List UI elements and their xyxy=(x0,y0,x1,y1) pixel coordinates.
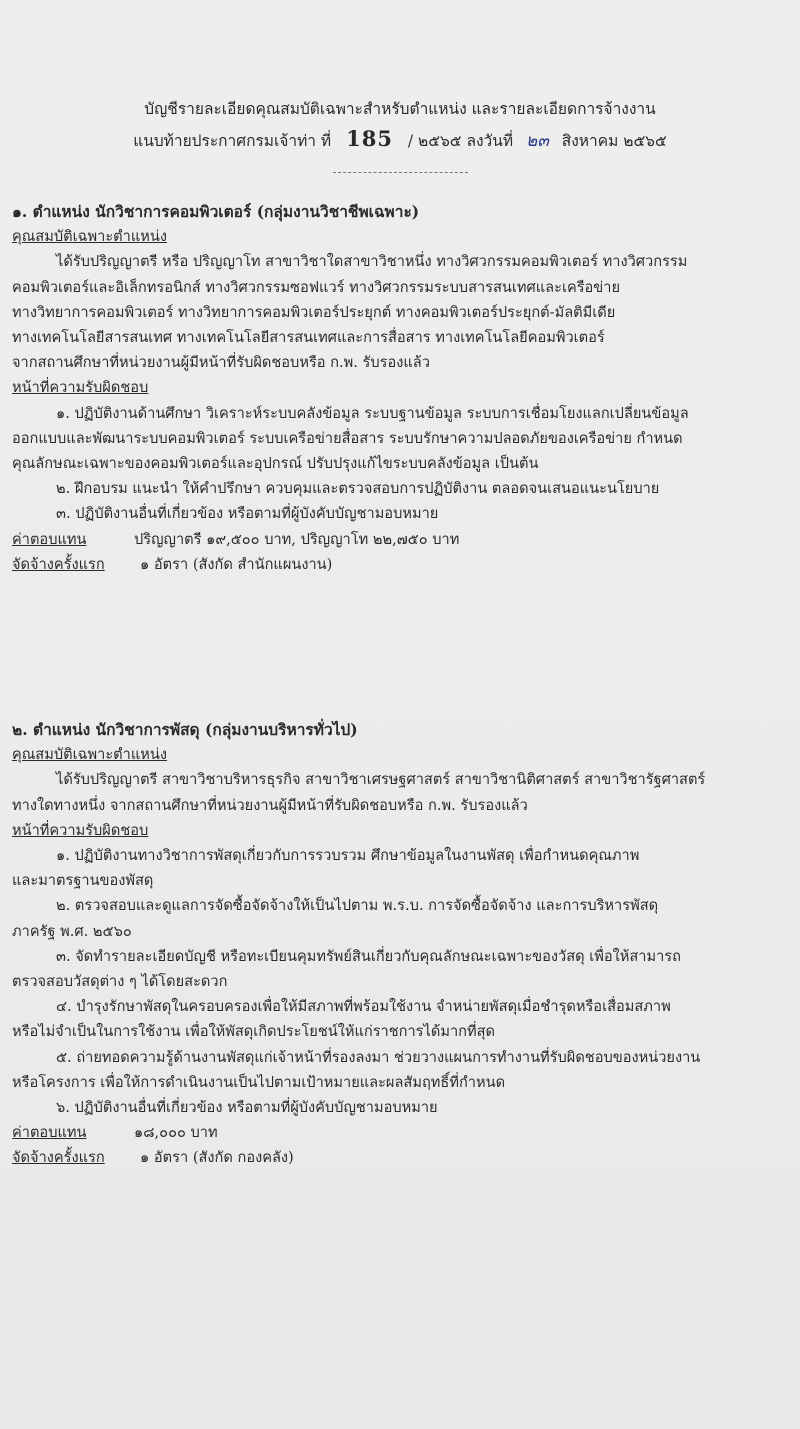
pay-label: ค่าตอบแทน xyxy=(12,530,87,548)
section-title: ๒. ตำแหน่ง นักวิชาการพัสดุ (กลุ่มงานบริหารทั่วไป) xyxy=(12,720,358,739)
qualification-text xyxy=(12,767,792,792)
duty-line: ๒. ตรวจสอบและดูแลการจัดซื้อจัดจ้างให้เป็นไปตาม พ.ร.บ. การจัดซื้อจัดจ้าง และการบริหารพัสดุ xyxy=(56,897,659,915)
pay-label: ค่าตอบแทน xyxy=(12,1124,87,1142)
duty-item xyxy=(12,994,792,1044)
duty-item xyxy=(12,1045,792,1095)
hire-label: จัดจ้างครั้งแรก xyxy=(12,1149,105,1167)
qualification-line: คอมพิวเตอร์และอิเล็กทรอนิกส์ ทางวิศวกรรมซอฟแวร์ ทางวิศวกรรมระบบสารสนเทศและเครือข่าย xyxy=(12,278,621,296)
duty-line: ๑. ปฏิบัติงานทางวิชาการพัสดุเกี่ยวกับการรวบรวม ศึกษาข้อมูลในงานพัสดุ เพื่อกำหนดคุณภาพ xyxy=(56,847,640,865)
qualification-heading: คุณสมบัติเฉพาะตำแหน่ง xyxy=(12,746,167,764)
header-line-1: บัญชีรายละเอียดคุณสมบัติเฉพาะสำหรับตำแหน่ง และรายละเอียดการจ้างงาน xyxy=(144,100,656,118)
duty-item xyxy=(12,944,792,994)
qualification-line: ได้รับปริญญาตรี หรือ ปริญญาโท สาขาวิชาใดสาขาวิชาหนึ่ง ทางวิศวกรรมคอมพิวเตอร์ ทางวิศวกรรม xyxy=(56,253,688,271)
header-line-2-suffix: สิงหาคม ๒๕๖๕ xyxy=(561,132,667,150)
qualification-continuation xyxy=(12,275,792,376)
qualification-heading: คุณสมบัติเฉพาะตำแหน่ง xyxy=(12,228,167,246)
pay-value: ปริญญาตรี ๑๙,๕๐๐ บาท, ปริญญาโท ๒๒,๗๕๐ บาท xyxy=(134,530,460,548)
qualification-line: ได้รับปริญญาตรี สาขาวิชาบริหารธุรกิจ สาขาวิชาเศรษฐศาสตร์ สาขาวิชานิติศาสตร์ สาขาวิชารัฐศาสตร์ xyxy=(56,771,706,789)
header-line-2-prefix: แนบท้ายประกาศกรมเจ้าท่า ที่ xyxy=(133,132,332,150)
qualification-line: จากสถานศึกษาที่หน่วยงานผู้มีหน้าที่รับผิดชอบหรือ ก.พ. รับรองแล้ว xyxy=(12,354,430,372)
header-divider xyxy=(333,172,468,173)
duty-item: ๒. ฝึกอบรม แนะนำ ให้คำปรึกษา ควบคุมและตรวจสอบการปฏิบัติงาน ตลอดจนเสนอแนะนโยบาย xyxy=(56,480,660,498)
duty-item: ๖. ปฏิบัติงานอื่นที่เกี่ยวข้อง หรือตามที่ผู้บังคับบัญชามอบหมาย xyxy=(56,1099,438,1117)
duty-line: และมาตรฐานของพัสดุ xyxy=(12,872,154,890)
qualification-line: ทางใดทางหนึ่ง จากสถานศึกษาที่หน่วยงานผู้มีหน้าที่รับผิดชอบหรือ ก.พ. รับรองแล้ว xyxy=(12,796,528,814)
header-line-2-mid: / ๒๕๖๕ ลงวันที่ xyxy=(407,132,514,150)
announcement-day: ๒๓ xyxy=(526,131,549,151)
hire-label: จัดจ้างครั้งแรก xyxy=(12,555,105,573)
qualification-line: ทางเทคโนโลยีสารสนเทศ ทางเทคโนโลยีสารสนเทศและการสื่อสาร ทางเทคโนโลยีคอมพิวเตอร์ xyxy=(12,329,605,347)
section-procurement-officer xyxy=(12,717,792,1171)
duty-line: ตรวจสอบวัสดุต่าง ๆ ได้โดยสะดวก xyxy=(12,973,228,991)
duty-item xyxy=(12,843,792,893)
duty-line: หรือไม่จำเป็นในการใช้งาน เพื่อให้พัสดุเกิดประโยชน์ให้แก่ราชการได้มากที่สุด xyxy=(12,1023,495,1041)
hire-row xyxy=(12,1145,792,1170)
qualification-text xyxy=(12,249,792,274)
header-line-2 xyxy=(0,124,800,156)
duty-line: ภาครัฐ พ.ศ. ๒๕๖๐ xyxy=(12,922,132,940)
section-title: ๑. ตำแหน่ง นักวิชาการคอมพิวเตอร์ (กลุ่มงานวิชาชีพเฉพาะ) xyxy=(12,202,420,221)
announcement-number: 185 xyxy=(346,126,393,151)
duty-line: ๕. ถ่ายทอดความรู้ด้านงานพัสดุแก่เจ้าหน้าที่รองลงมา ช่วยวางแผนการทำงานที่รับผิดชอบของหน่วยงาน xyxy=(56,1048,701,1066)
duty-line: ๔. บำรุงรักษาพัสดุในครอบครองเพื่อให้มีสภาพที่พร้อมใช้งาน จำหน่ายพัสดุเมื่อชำรุดหรือเสื่อมสภาพ xyxy=(56,998,671,1016)
hire-value: ๑ อัตรา (สังกัด สำนักแผนงาน) xyxy=(140,555,333,573)
pay-row xyxy=(12,527,792,552)
duty-line: ออกแบบและพัฒนาระบบคอมพิวเตอร์ ระบบเครือข่ายสื่อสาร ระบบรักษาความปลอดภัยของเครือข่าย กำหนด xyxy=(12,429,683,447)
pay-row xyxy=(12,1120,792,1145)
section-computer-scientist xyxy=(12,199,792,577)
hire-row xyxy=(12,552,792,577)
duty-heading: หน้าที่ความรับผิดชอบ xyxy=(12,821,149,839)
duty-line: คุณลักษณะเฉพาะของคอมพิวเตอร์และอุปกรณ์ ปรับปรุงแก้ไขระบบคลังข้อมูล เป็นต้น xyxy=(12,455,539,473)
duty-item xyxy=(12,401,792,477)
duty-line: หรือโครงการ เพื่อให้การดำเนินงานเป็นไปตามเป้าหมายและผลสัมฤทธิ์ที่กำหนด xyxy=(12,1073,506,1091)
document-header xyxy=(0,94,800,156)
duty-item xyxy=(12,893,792,943)
qualification-line: ทางวิทยาการคอมพิวเตอร์ ทางวิทยาการคอมพิวเตอร์ประยุกต์ ทางคอมพิวเตอร์ประยุกต์-มัลติมีเดีย xyxy=(12,303,616,321)
pay-value: ๑๘,๐๐๐ บาท xyxy=(134,1124,218,1142)
duty-heading: หน้าที่ความรับผิดชอบ xyxy=(12,379,149,397)
duty-item: ๓. ปฏิบัติงานอื่นที่เกี่ยวข้อง หรือตามที่ผู้บังคับบัญชามอบหมาย xyxy=(56,505,439,523)
duty-line: ๓. จัดทำรายละเอียดบัญชี หรือทะเบียนคุมทรัพย์สินเกี่ยวกับคุณลักษณะเฉพาะของวัสดุ เพื่อให้สามารถ xyxy=(56,947,681,965)
hire-value: ๑ อัตรา (สังกัด กองคลัง) xyxy=(140,1149,294,1167)
duty-line: ๑. ปฏิบัติงานด้านศึกษา วิเคราะห์ระบบคลังข้อมูล ระบบฐานข้อมูล ระบบการเชื่อมโยงแลกเปลี่ยนข้อมูล xyxy=(56,404,689,422)
